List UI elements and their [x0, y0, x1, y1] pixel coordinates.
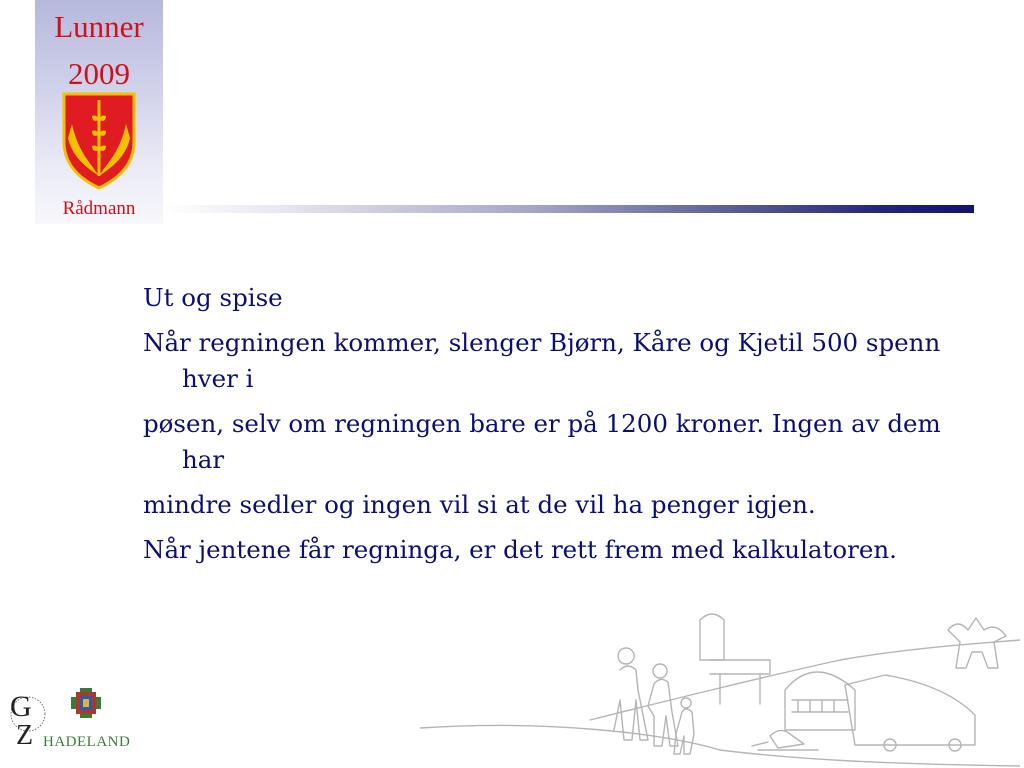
svg-text:Z: Z	[16, 720, 34, 750]
village-sketch-illustration	[420, 600, 1020, 768]
logo-subtitle-radmann: Rådmann	[62, 198, 136, 219]
logo-title-year: 2009	[68, 56, 130, 91]
text-paragraph: mindre sedler og ingen vil si at de vil ha penger igjen.	[143, 490, 816, 519]
lunner-logo-panel	[35, 0, 163, 224]
text-paragraph: Ut og spise	[143, 283, 283, 312]
partner-logos	[6, 680, 146, 750]
slide-body-text	[143, 280, 973, 577]
coat-of-arms-icon	[60, 90, 138, 190]
svg-text:G: G	[10, 690, 32, 723]
logo-title-lunner: Lunner	[54, 9, 144, 44]
hadeland-label: HADELAND	[43, 734, 131, 750]
text-paragraph: Når jentene får regninga, er det rett frem med kalkulatoren.	[143, 535, 897, 564]
text-paragraph: pøsen, selv om regningen bare er på 1200 kroner. Ingen av dem har	[143, 409, 941, 474]
text-paragraph: Når regningen kommer, slenger Bjørn, Kåre og Kjetil 500 spenn hver i	[143, 328, 941, 393]
gz-logo-icon	[10, 690, 45, 750]
hadeland-emblem-icon	[71, 688, 101, 718]
header-gradient-rule	[163, 205, 974, 213]
